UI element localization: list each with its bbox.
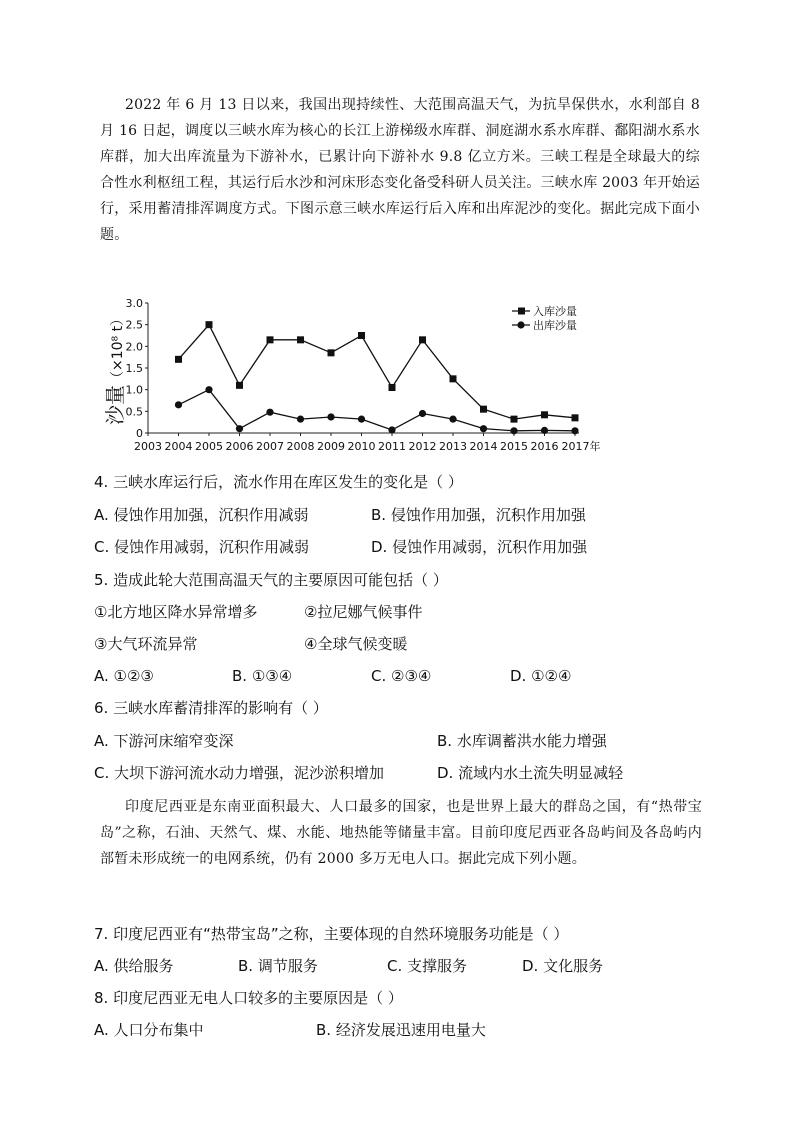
y-tick-label: 2.5 [125,318,143,332]
legend-circle-marker [517,321,524,328]
y-axis-label-main: 沙量 [103,385,127,425]
series-line-1 [179,325,576,419]
data-point-square [511,416,518,423]
q4-stem: 4. 三峡水库运行后，流水作用在库区发生的变化是（ ） [94,473,463,491]
data-point-circle [175,401,182,408]
data-point-circle [541,427,548,434]
data-point-square [389,384,396,391]
data-point-square [480,406,487,413]
q7-stem: 7. 印度尼西亚有“热带宝岛”之称，主要体现的自然环境服务功能是（ ） [94,925,569,943]
q6-option-c[interactable]: C. 大坝下游河流水动力增强，泥沙淤积增加 [94,764,385,782]
q6-option-d[interactable]: D. 流域内水土流失明显减轻 [437,764,624,782]
y-tick-label: 1.0 [125,383,143,397]
legend-label: 入库沙量 [533,305,577,318]
data-point-square [358,332,365,339]
series-line-2 [179,390,576,431]
q6-option-a[interactable]: A. 下游河床缩窄变深 [94,732,234,750]
data-point-circle [449,416,456,423]
data-point-square [450,375,457,382]
q4-option-a[interactable]: A. 侵蚀作用加强，沉积作用减弱 [94,506,309,524]
data-point-circle [236,425,243,432]
q7-option-a[interactable]: A. 供给服务 [94,957,174,975]
y-tick-label: 0 [136,427,143,440]
sediment-chart [0,290,794,460]
q4-option-b[interactable]: B. 侵蚀作用加强，沉积作用加强 [371,506,586,524]
data-point-circle [297,416,304,423]
passage-2: 印度尼西亚是东南亚面积最大、人口最多的国家，也是世界上最大的群岛之国，有“热带宝岛”之称，石油、天然气、煤、水能、地热能等储量丰富。目前印度尼西亚各岛屿间及各岛屿内部暂未形成统一的电网系统，仍有 2000 多万无电人口。据此完成下列小题。 [100,799,702,867]
x-tick-label: 2003 [134,440,162,453]
legend-square-marker [518,308,525,315]
x-tick-label: 2009 [317,440,345,453]
y-tick-label: 2.0 [125,340,143,354]
x-tick-label: 2008 [286,440,315,453]
data-point-square [236,382,243,389]
data-point-square [297,336,304,343]
q8-option-a[interactable]: A. 人口分布集中 [94,1021,204,1039]
x-tick-label: 2013 [439,440,467,453]
data-point-square [328,349,335,356]
x-tick-label: 2005 [195,440,223,453]
data-point-circle [205,386,212,393]
q5-item-2: ②拉尼娜气候事件 [304,603,423,621]
y-tick-label: 1.5 [125,362,143,375]
x-tick-label: 2004 [164,440,193,453]
q5-option-b[interactable]: B. ①③④ [232,667,293,685]
y-tick-label: 0.5 [125,405,143,419]
q5-option-d[interactable]: D. ①②④ [510,667,572,685]
q7-option-b[interactable]: B. 调节服务 [238,957,318,975]
x-tick-label: 2006 [225,440,254,453]
data-point-circle [388,426,395,433]
x-tick-label: 2007 [256,440,284,453]
data-point-square [572,414,579,421]
q5-item-3: ③大气环流异常 [94,635,198,653]
q7-option-d[interactable]: D. 文化服务 [522,957,604,975]
data-point-square [206,321,213,328]
y-tick-label: 3.0 [125,297,143,310]
q5-option-c[interactable]: C. ②③④ [371,667,432,685]
q5-item-4: ④全球气候变暖 [304,635,408,653]
data-point-square [419,336,426,343]
data-point-circle [358,416,365,423]
data-point-circle [266,409,273,416]
x-tick-label: 2014 [469,440,498,453]
data-point-circle [419,410,426,417]
q8-option-b[interactable]: B. 经济发展迅速用电量大 [316,1021,486,1039]
data-point-square [541,411,548,418]
x-tick-label: 2015 [500,440,528,453]
data-point-circle [571,427,578,434]
data-point-circle [480,425,487,432]
data-point-square [175,356,182,363]
data-point-square [267,336,274,343]
passage-1: 2022 年 6 月 13 日以来，我国出现持续性、大范围高温天气，为抗旱保供水，水利部自 8 月 16 日起，调度以三峡水库为核心的长江上游梯级水库群、洞庭湖水系水库群、鄱阳湖水系水库群，加大出库流量为下游补水，已累计向下游补水 9.8 亿立方米。三峡工程是全球最大的综合性水利枢纽工程，其运行后水沙和河床形态变化备受科研人员关注。三峡水库 2003 年开始运行，采用蓄清排浑调度方式。下图示意三峡水库运行后入库和出库泥沙的变化。据此完成下面小题。 [100,97,700,243]
q4-option-c[interactable]: C. 侵蚀作用减弱，沉积作用减弱 [94,538,310,556]
q4-option-d[interactable]: D. 侵蚀作用减弱，沉积作用加强 [371,538,588,556]
q6-stem: 6. 三峡水库蓄清排浑的影响有（ ） [94,699,328,717]
y-axis-label-unit: （×10⁸ t） [110,311,126,385]
x-tick-label: 2012 [408,440,437,453]
data-point-circle [327,413,334,420]
q5-option-a[interactable]: A. ①②③ [94,667,154,685]
legend-label: 出库沙量 [533,319,577,332]
x-tick-label: 2010 [347,440,376,453]
q8-stem: 8. 印度尼西亚无电人口较多的主要原因是（ ） [94,989,403,1007]
x-tick-label: 2011 [378,440,406,453]
x-tick-label: 2016 [530,440,559,453]
q7-option-c[interactable]: C. 支撑服务 [387,957,468,975]
x-tick-label: 2017年 [561,440,601,453]
q5-stem: 5. 造成此轮大范围高温天气的主要原因可能包括（ ） [94,571,448,589]
q6-option-b[interactable]: B. 水库调蓄洪水能力增强 [437,732,607,750]
data-point-circle [510,427,517,434]
q5-item-1: ①北方地区降水异常增多 [94,603,258,621]
